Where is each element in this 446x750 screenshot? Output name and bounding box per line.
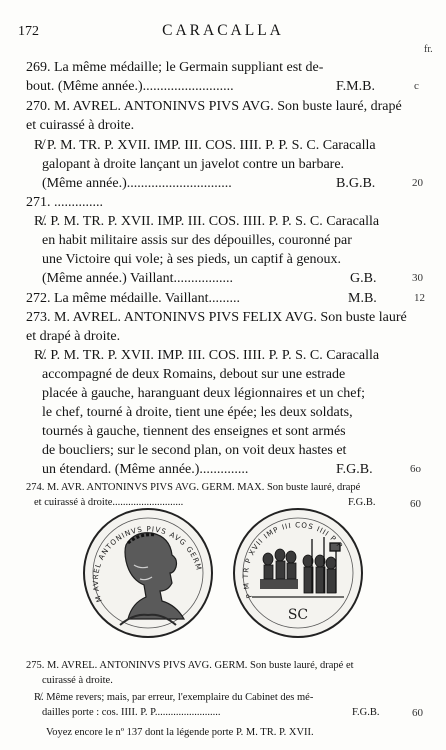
- denomination: F.M.B.: [336, 79, 375, 94]
- denomination: F.G.B.: [336, 462, 373, 477]
- denomination: G.B.: [350, 271, 377, 286]
- text-line: une Victoire qui vole; à ses pieds, un captif à genoux.: [42, 252, 342, 267]
- running-title: CARACALLA: [162, 22, 284, 39]
- text-line: 269. La même médaille; le Germain suppliant est de-: [26, 60, 324, 75]
- denomination: F.G.B.: [352, 707, 380, 718]
- text-line: 271. ..............: [26, 195, 103, 210]
- text-line: R̸. P. M. TR. P. XVII. IMP. III. COS. IIII. P. P. S. C. Caracalla: [34, 348, 380, 363]
- text-line: cuirassé à droite.: [42, 675, 113, 686]
- margin-price: 20: [412, 177, 423, 189]
- text-line: un étendard. (Même année.)..............: [42, 462, 249, 477]
- page-number: 172: [18, 24, 39, 39]
- text-line: accompagné de deux Romains, debout sur une estrade: [42, 367, 346, 382]
- text-line: (Même année.) Vaillant.................: [42, 271, 234, 286]
- text-line: R̸. P. M. TR. P. XVII. IMP. III. COS. IIII. P. P. S. C. Caracalla: [34, 214, 380, 229]
- reverse-exergue: SC: [287, 607, 309, 623]
- text-line: dailles porte : cos. IIII. P. P.........................: [42, 707, 221, 718]
- reverse-legend: P M TR P XVII IMP III COS IIII P P: [240, 520, 345, 600]
- denomination: F.G.B.: [348, 497, 376, 508]
- margin-price: c: [414, 80, 419, 92]
- margin-corner: fr.: [424, 44, 433, 55]
- text-line: R̸. Même revers; mais, par erreur, l'exemplaire du Cabinet des mé-: [34, 692, 314, 703]
- margin-price: 12: [414, 292, 425, 304]
- denomination: B.G.B.: [336, 176, 376, 191]
- text-line: placée à gauche, haranguant deux légionnaires et un chef;: [42, 386, 366, 401]
- obverse-legend: M AVREL ANTONINVS PIVS AVG GERM: [90, 524, 204, 604]
- text-line: tournés à gauche, tiennent des enseignes et sont armés: [42, 424, 346, 439]
- text-line: R̸ P. M. TR. P. XVII. IMP. III. COS. IIII. P. P. S. C. Caracalla: [34, 138, 376, 153]
- margin-price: 60: [410, 498, 421, 510]
- text-line: bout. (Même année.)..........................: [26, 79, 234, 94]
- text-line: et drapé à droite.: [26, 329, 121, 344]
- text-line: de boucliers; sur le second plan, on voit deux hastes et: [42, 443, 347, 458]
- text-line: en habit militaire assis sur des dépouilles, couronné par: [42, 233, 352, 248]
- obverse-coin-image: [80, 505, 216, 641]
- text-line: 275. M. AVREL. ANTONINVS PIVS AVG. GERM. Son buste lauré, drapé et: [26, 660, 354, 671]
- denomination: M.B.: [348, 291, 377, 306]
- margin-price: 30: [412, 272, 423, 284]
- text-line: et cuirassé à droite.: [26, 118, 135, 133]
- text-line: 270. M. AVREL. ANTONINVS PIVS AVG. Son buste lauré, drapé: [26, 99, 402, 114]
- text-line: 273. M. AVREL. ANTONINVS PIVS FELIX AVG. Son buste lauré: [26, 310, 407, 325]
- text-line: (Même année.)..............................: [42, 176, 232, 191]
- text-line: 274. M. AVR. ANTONINVS PIVS AVG. GERM. MAX. Son buste lauré, drapé: [26, 482, 361, 493]
- margin-price: 6o: [410, 463, 421, 475]
- margin-price: 60: [412, 707, 423, 719]
- text-line: et cuirassé à droite...........................: [34, 497, 184, 508]
- text-line: le chef, tourné à droite, tient une épée; les deux soldats,: [42, 405, 353, 420]
- text-line: galopant à droite lançant un javelot contre un barbare.: [42, 157, 345, 172]
- text-line: 272. La même médaille. Vaillant.........: [26, 291, 240, 306]
- reverse-coin-image: [230, 505, 366, 641]
- cross-reference-note: Voyez encore le nº 137 dont la légende porte P. M. TR. P. XVII.: [46, 727, 314, 738]
